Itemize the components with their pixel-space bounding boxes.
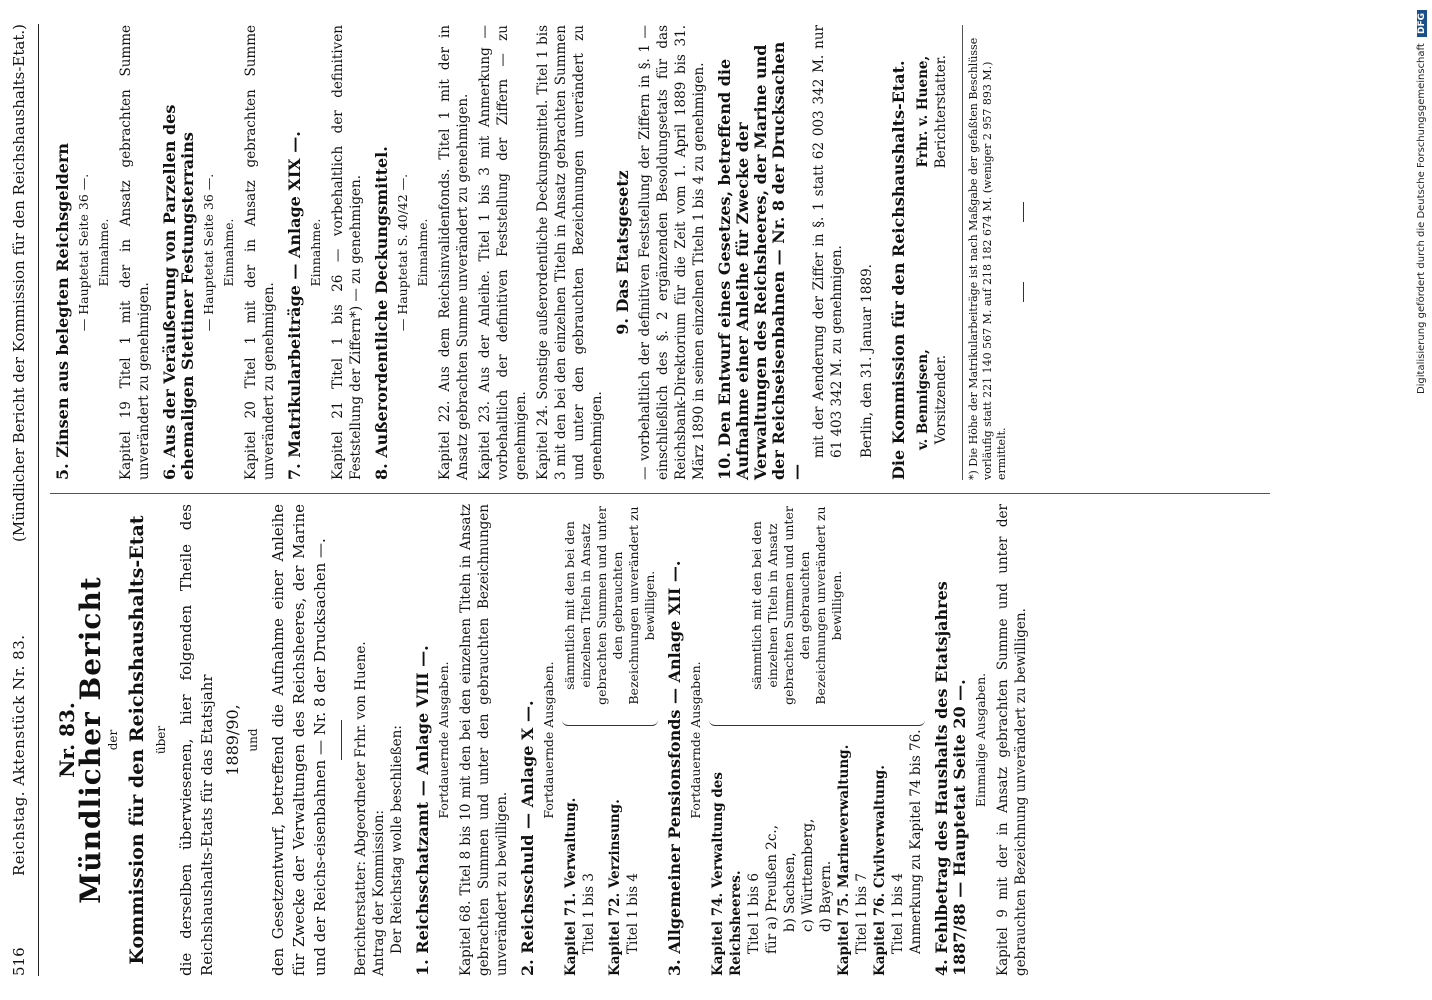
der-text: der: [106, 729, 120, 751]
separator-rule: [341, 720, 342, 760]
kapitel-76-titles: Titel 1 bis 4: [890, 873, 906, 954]
page-number: 516: [10, 947, 28, 976]
dfg-credit-strip: [1414, 0, 1432, 1000]
chairman-role: Vorsitzender.: [933, 354, 949, 445]
kapitel-20: Kapitel 20 Titel 1 mit der in Ansatz gebrachten Summe unverändert zu genehmigen.: [243, 25, 277, 480]
rapporteur-name: Frhr. v. Huene,: [915, 55, 931, 168]
kapitel-68: Kapitel 68. Titel 8 bis 10 mit den bei den einzelnen Titeln in Ansatz gebrachten Summen und unter den gebrauchten Bezeichnungen unverändert zu bewilligen.: [458, 504, 510, 976]
section-9-title: 9. Das Etatsgesetz: [613, 170, 632, 335]
kapitel-74-d: d) Bayern.: [818, 860, 834, 932]
right-column: [46, 25, 1038, 480]
dfg-credit-text: Digitalisierung gefördert durch die Deutsche Forschungsgemeinschaft: [1416, 43, 1427, 395]
fiscal-year: 1889/90,: [223, 704, 242, 776]
brace-mark: [709, 713, 925, 726]
dfg-logo: DFG: [1417, 10, 1427, 37]
resolution-line: Der Reichstag wolle beschließen:: [389, 725, 405, 954]
ueber-text: über: [154, 725, 168, 755]
kapitel-71-titles: Titel 1 bis 3: [581, 873, 597, 954]
header-title: Reichstag. Aktenstück Nr. 83.: [10, 634, 28, 876]
chairman-name: v. Bennigsen,: [915, 349, 931, 450]
commission-title: Kommission für den Reichshaushalts-Etat: [126, 515, 148, 965]
signature-rapporteur: [914, 55, 950, 168]
kapitel-74-heading: Kapitel 74. Verwaltung des Reichsheeres.: [710, 772, 744, 976]
section-1-title: 1. Reichsschatzamt — Anlage VIII —.: [413, 645, 432, 976]
footnote: *) Die Höhe der Matrikularbeiträge ist nach Maßgabe der gefaßten Beschlüsse vorläufig statt 221 140 567 M. auf 218 182 674 M. (weniger 2 957 893 M.) ermittelt.: [962, 25, 1009, 480]
brace-group-2: [709, 504, 925, 976]
section-5-einnahme: Einnahme.: [96, 218, 111, 287]
section-9-text: — vorbehaltlich der definitiven Feststellung der Ziffern in §. 1 — einschließlich des §. 2 ergänzenden Besoldungsetats für das Reichsbank-Direktorium für die Zeit vom 1. April 1889 bis 31. März 1890 in seinen einzelnen Titeln 1 bis 4 zu genehmigen.: [637, 25, 707, 480]
kapitel-71-heading: Kapitel 71. Verwaltung.: [563, 797, 579, 976]
rapporteur-role: Berichterstatter.: [933, 55, 949, 169]
anmerkung-74-76: Anmerkung zu Kapitel 74 bis 76.: [908, 729, 924, 954]
rapporteur: Berichterstatter: Abgeordneter Frhr. von Huene.: [353, 641, 369, 976]
section-4-subtitle: Einmalige Ausgaben.: [973, 672, 988, 808]
section-5-title: 5. Zinsen aus belegten Reichsgeldern: [53, 142, 72, 480]
kapitel-75-titles: Titel 1 bis 7: [854, 873, 870, 954]
kapitel-72-heading: Kapitel 72. Verzinsung.: [607, 799, 623, 976]
brace-2-text: sämmtlich mit den bei den einzelnen Titeln in Ansatz gebrachten Summen und unter den gebrauchten Bezeichnungen unverändert zu bewilligen.: [749, 506, 844, 705]
header-subtitle: (Mündlicher Bericht der Kommission für den Reichshaushalts-Etat.): [10, 24, 28, 542]
section-1-subtitle: Fortdauernde Ausgaben.: [436, 661, 451, 819]
brace-mark: [562, 713, 658, 726]
kapitel-74-c: c) Württemberg,: [800, 818, 816, 932]
section-6-title: 6. Aus der Veräußerung von Parzellen des ehemaligen Stettiner Festungsterrains: [160, 104, 197, 480]
section-7-einnahme: Einnahme.: [308, 218, 323, 287]
kapitel-74-b: b) Sachsen,: [782, 852, 798, 932]
kapitel-76-heading: Kapitel 76. Civilverwaltung.: [872, 765, 888, 976]
document-number: Nr. 83.: [55, 702, 79, 778]
kapitel-23: Kapitel 23. Aus der Anleihe. Titel 1 bis 3 mit Anmerkung — vorbehaltlich der definitiven Feststellung der Ziffern — zu genehmigen.: [477, 25, 529, 480]
brace-1-text: sämmtlich mit den bei den einzelnen Titeln in Ansatz gebrachten Summen und unter den gebrauchten Bezeichnungen unverändert zu bewilligen.: [562, 506, 657, 705]
commission-signature-line: Die Kommission für den Reichshaushalts-Etat.: [889, 60, 908, 480]
kapitel-9: Kapitel 9 mit der in Ansatz gebrachten Summe und unter der gebrauchten Bezeichnung unverändert zu bewilligen.: [995, 504, 1029, 976]
section-7-title: 7. Matrikularbeiträge — Anlage XIX —.: [285, 131, 304, 480]
section-5-subtitle: — Hauptetat Seite 36 —.: [76, 173, 91, 332]
section-3-title: 3. Allgemeiner Pensionsfonds — Anlage XII —.: [665, 560, 684, 976]
section-10-text: mit der Aenderung der Ziffer in §. 1 statt 62 003 342 M. nur 61 403 342 M. zu genehmigen.: [811, 25, 845, 458]
kapitel-72-titles: Titel 1 bis 4: [625, 873, 641, 954]
signature-chairman: [914, 349, 950, 450]
section-3-subtitle: Fortdauernde Ausgaben.: [688, 661, 703, 819]
end-dashes: [1023, 25, 1024, 480]
kapitel-74-titles: Titel 1 bis 6: [746, 873, 762, 954]
page-header: [4, 24, 39, 976]
left-column: [46, 504, 1034, 976]
section-8-title: 8. Außerordentliche Deckungsmittel.: [372, 146, 391, 480]
section-4-title: 4. Fehlbetrag des Haushalts des Etatsjahres 1887/88 — Hauptetat Seite 20 —.: [932, 581, 969, 976]
column-divider: [50, 493, 1270, 494]
kapitel-22: Kapitel 22. Aus dem Reichsinvalidenfonds. Titel 1 mit der in Ansatz gebrachten Summe unverändert zu genehmigen.: [437, 25, 471, 480]
section-2-title: 2. Reichsschuld — Anlage X —.: [518, 700, 537, 976]
section-8-subtitle: — Hauptetat S. 40/42 —.: [395, 173, 410, 332]
brace-group-1: [562, 504, 658, 976]
document-title: Mündlicher Bericht: [74, 576, 107, 904]
section-6-einnahme: Einnahme.: [221, 218, 236, 287]
law-draft-paragraph: den Gesetzentwurf, betreffend die Aufnahme einer Anleihe für Zwecke der Verwaltungen des Reichsheeres, der Marine und der Reichs-eisenbahnen — Nr. 8 der Drucksachen —.: [269, 504, 329, 976]
section-8-einnahme: Einnahme.: [415, 218, 430, 287]
und-text: und: [246, 728, 260, 752]
intro-paragraph: die derselben überwiesenen, hier folgenden Theile des Reichshaushalts-Etats für das Etatsjahr: [177, 504, 216, 976]
date-line: Berlin, den 31. Januar 1889.: [859, 264, 875, 458]
section-10-title: 10. Den Entwurf eines Gesetzes, betreffend die Aufnahme einer Anleihe für Zwecke der Verwaltungen des Reichsheeres, der Marine und der Reichseisenbahnen — Nr. 8 der Drucksachen —: [715, 41, 806, 480]
section-6-subtitle: — Hauptetat Seite 36 —.: [201, 173, 216, 332]
kapitel-21: Kapitel 21 Titel 1 bis 26 — vorbehaltlich der definitiven Feststellung der Ziffern*) — zu genehmigen.: [330, 25, 364, 480]
commission-motion: Antrag der Kommission:: [371, 810, 387, 976]
section-2-subtitle: Fortdauernde Ausgaben.: [541, 661, 556, 819]
kapitel-74-a: für a) Preußen 2c.,: [764, 825, 780, 954]
kapitel-75-heading: Kapitel 75. Marineverwaltung.: [836, 744, 852, 976]
kapitel-24: Kapitel 24. Sonstige außerordentliche Deckungsmittel. Titel 1 bis 3 mit den bei den einzelnen Titeln in Ansatz gebrachten Summen und unter den gebrauchten Bezeichnungen unverändert zu genehmigen.: [535, 25, 605, 480]
kapitel-19: Kapitel 19 Titel 1 mit der in Ansatz gebrachten Summe unverändert zu genehmigen.: [118, 25, 152, 480]
